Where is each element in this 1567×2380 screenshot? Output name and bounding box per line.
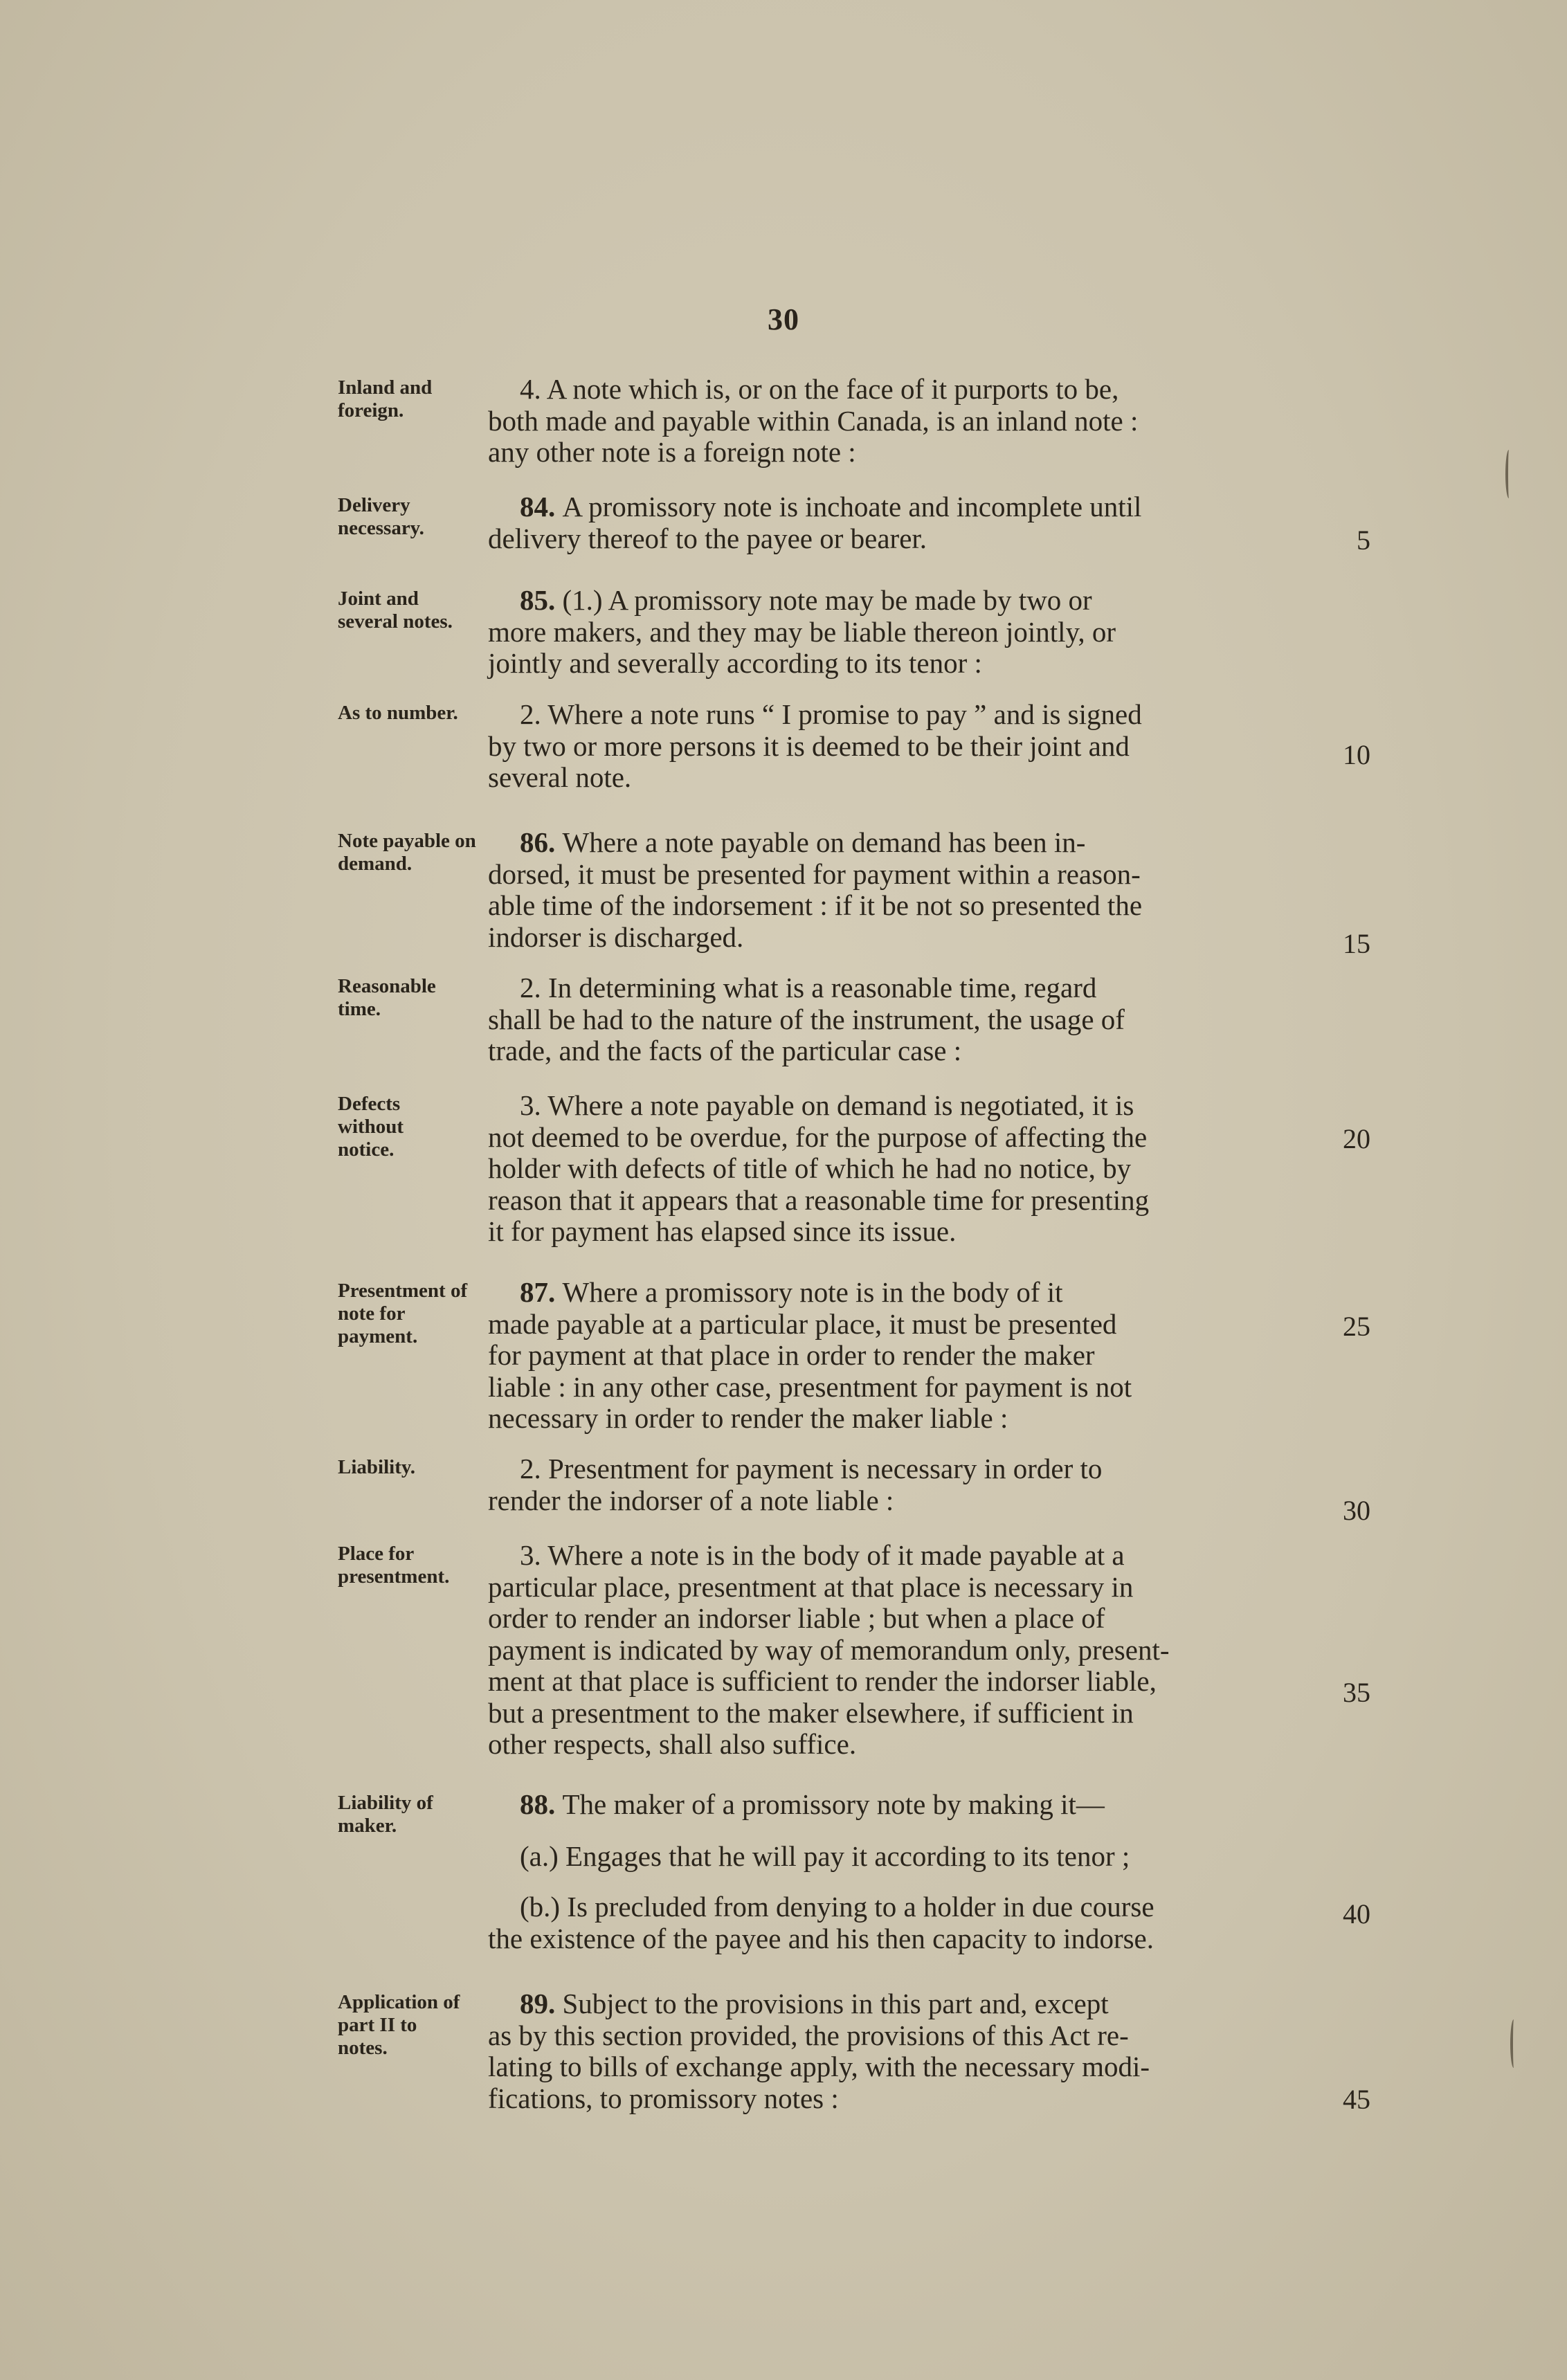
text-line <box>488 731 1319 763</box>
text-line <box>488 1372 1319 1404</box>
line-text: for payment at that place in order to render the maker <box>488 1339 1095 1371</box>
margin-note: Inland and foreign. <box>338 376 433 421</box>
text-line <box>488 1923 1319 1955</box>
section-body <box>488 1988 1319 2114</box>
text-line <box>488 1122 1319 1154</box>
section-body <box>488 972 1319 1067</box>
line-text: other respects, shall also suffice. <box>488 1728 857 1760</box>
section-body <box>488 1841 1319 1873</box>
text-line <box>488 1216 1319 1248</box>
section-number: 87. <box>520 1276 563 1308</box>
line-text: Where a promissory note is in the body of it <box>562 1276 1063 1308</box>
text-line <box>488 1841 1319 1873</box>
text-line <box>488 859 1319 891</box>
line-text: 3. Where a note payable on demand is negotiated, it is <box>520 1089 1134 1121</box>
line-text: it for payment has elapsed since its issue. <box>488 1215 957 1247</box>
line-text: payment is indicated by way of memorandum only, present- <box>488 1633 1170 1666</box>
text-line <box>488 1277 1319 1309</box>
text-line <box>488 1666 1319 1698</box>
line-text: dorsed, it must be presented for payment within a reason- <box>488 857 1141 890</box>
text-line <box>488 890 1319 922</box>
line-text: as by this section provided, the provisions of this Act re- <box>488 2019 1129 2051</box>
text-line <box>488 617 1319 648</box>
edge-mark <box>1505 450 1512 498</box>
text-line <box>488 491 1319 523</box>
edge-mark <box>1510 2019 1517 2068</box>
text-line <box>488 1340 1319 1372</box>
text-line <box>488 2051 1319 2083</box>
text-line <box>488 1090 1319 1122</box>
line-text: trade, and the facts of the particular case : <box>488 1035 962 1066</box>
line-text: liable : in any other case, presentment for payment is not <box>488 1370 1132 1403</box>
margin-note: Defects without notice. <box>338 1093 404 1161</box>
text-line <box>488 1891 1319 1923</box>
text-line <box>488 1988 1319 2020</box>
line-text: (1.) A promissory note may be made by two or <box>562 584 1092 616</box>
line-number: 10 <box>1343 739 1370 770</box>
text-line <box>488 1403 1319 1435</box>
section-body <box>488 699 1319 794</box>
text-line <box>488 374 1319 406</box>
section-number: 85. <box>520 584 563 616</box>
text-line <box>488 1729 1319 1761</box>
text-line <box>488 1635 1319 1666</box>
margin-note: As to number. <box>338 702 458 724</box>
margin-note: Liability of maker. <box>338 1792 433 1837</box>
section-number: 86. <box>520 826 563 858</box>
line-text: more makers, and they may be liable thereon jointly, or <box>488 615 1116 648</box>
section-body <box>488 585 1319 680</box>
text-line <box>488 1540 1319 1572</box>
line-text: delivery thereof to the payee or bearer. <box>488 522 927 554</box>
margin-note: Liability. <box>338 1456 416 1478</box>
line-text: reason that it appears that a reasonable time for presenting <box>488 1183 1150 1216</box>
line-text: several note. <box>488 761 632 793</box>
text-line <box>488 699 1319 731</box>
text-line <box>488 762 1319 794</box>
text-line <box>488 1572 1319 1604</box>
line-text: 2. In determining what is a reasonable time, regard <box>520 972 1097 1003</box>
line-text: the existence of the payee and his then capacity to indorse. <box>488 1922 1154 1954</box>
text-line <box>488 1453 1319 1485</box>
line-text: Where a note payable on demand has been in- <box>562 826 1086 858</box>
text-line <box>488 1185 1319 1217</box>
margin-note: Place for presentment. <box>338 1543 450 1588</box>
line-text: lating to bills of exchange apply, with the necessary modi- <box>488 2051 1150 2082</box>
line-text: not deemed to be overdue, for the purpose of affecting the <box>488 1120 1148 1153</box>
text-line <box>488 1309 1319 1341</box>
margin-note: Note payable on demand. <box>338 830 476 875</box>
line-number: 25 <box>1343 1311 1370 1342</box>
text-line <box>488 1035 1319 1067</box>
text-line <box>488 437 1319 469</box>
section-number: 88. <box>520 1788 563 1820</box>
section-body <box>488 491 1319 554</box>
text-line <box>488 827 1319 859</box>
margin-note: Application of part II to notes. <box>338 1991 460 2059</box>
text-line <box>488 1004 1319 1036</box>
line-number: 20 <box>1343 1123 1370 1154</box>
section-body <box>488 1540 1319 1761</box>
line-text: render the indorser of a note liable : <box>488 1484 894 1516</box>
section-body <box>488 827 1319 953</box>
line-text: jointly and severally according to its tenor : <box>488 647 982 679</box>
text-line <box>488 2020 1319 2052</box>
section-body <box>488 1090 1319 1248</box>
line-text: 4. A note which is, or on the face of it purports to be, <box>520 373 1119 405</box>
line-text: (a.) Engages that he will pay it according to its tenor ; <box>520 1840 1130 1872</box>
line-text: fications, to promissory notes : <box>488 2082 839 2114</box>
line-text: able time of the indorsement : if it be not so presented the <box>488 889 1143 921</box>
line-text: but a presentment to the maker elsewhere, if sufficient in <box>488 1696 1134 1729</box>
line-number: 35 <box>1343 1677 1370 1708</box>
text-line <box>488 648 1319 680</box>
line-text: (b.) Is precluded from denying to a holder in due course <box>520 1891 1154 1923</box>
line-text: made payable at a particular place, it must be presented <box>488 1307 1117 1340</box>
line-number: 30 <box>1343 1495 1370 1526</box>
margin-note: Reasonable time. <box>338 975 436 1020</box>
text-line <box>488 1698 1319 1729</box>
section-body <box>488 1891 1319 1954</box>
section-body <box>488 1453 1319 1516</box>
line-text: any other note is a foreign note : <box>488 436 856 468</box>
line-text: 2. Where a note runs “ I promise to pay ” and is signed <box>520 698 1142 730</box>
section-number: 84. <box>520 491 563 523</box>
section-body <box>488 1277 1319 1435</box>
margin-note: Presentment of note for payment. <box>338 1280 468 1347</box>
line-text: holder with defects of title of which he had no notice, by <box>488 1152 1132 1184</box>
text-line <box>488 1789 1319 1821</box>
line-text: by two or more persons it is deemed to be their joint and <box>488 729 1130 762</box>
line-text: ment at that place is sufficient to render the indorser liable, <box>488 1665 1157 1697</box>
line-text: The maker of a promissory note by making it— <box>562 1788 1105 1820</box>
line-text: necessary in order to render the maker liable : <box>488 1402 1008 1434</box>
line-number: 15 <box>1343 928 1370 959</box>
line-text: shall be had to the nature of the instrument, the usage of <box>488 1003 1125 1035</box>
section-number: 89. <box>520 1988 563 2019</box>
line-text: A promissory note is inchoate and incomplete until <box>562 491 1142 523</box>
line-text: 2. Presentment for payment is necessary in order to <box>520 1453 1103 1484</box>
line-number: 40 <box>1343 1898 1370 1929</box>
line-text: Subject to the provisions in this part and, except <box>562 1988 1109 2019</box>
section-body <box>488 374 1319 469</box>
line-text: order to render an indorser liable ; but when a place of <box>488 1602 1105 1634</box>
text-line <box>488 1153 1319 1185</box>
line-text: particular place, presentment at that place is necessary in <box>488 1570 1134 1603</box>
text-line <box>488 585 1319 617</box>
page-number: 30 <box>768 302 799 336</box>
line-text: both made and payable within Canada, is an inland note : <box>488 404 1139 437</box>
line-number: 45 <box>1343 2084 1370 2115</box>
text-line <box>488 922 1319 954</box>
section-body <box>488 1789 1319 1821</box>
text-line <box>488 406 1319 437</box>
text-line <box>488 1603 1319 1635</box>
text-line <box>488 523 1319 555</box>
line-number: 5 <box>1357 525 1370 556</box>
text-line <box>488 2083 1319 2115</box>
margin-note: Joint and several notes. <box>338 588 453 633</box>
text-line <box>488 972 1319 1004</box>
line-text: 3. Where a note is in the body of it made payable at a <box>520 1539 1125 1571</box>
margin-note: Delivery necessary. <box>338 494 424 539</box>
line-text: indorser is discharged. <box>488 920 744 953</box>
text-line <box>488 1485 1319 1517</box>
